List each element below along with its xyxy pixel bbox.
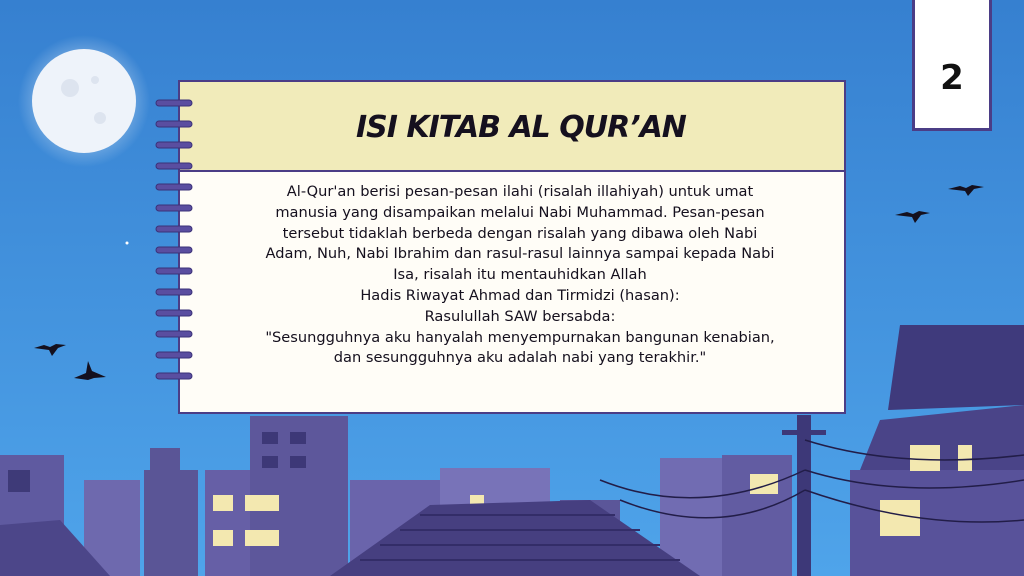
body-line: Adam, Nuh, Nabi Ibrahim dan rasul-rasul lainnya sampai kepada Nabi: [265, 245, 775, 263]
body-line: tersebut tidaklah berbeda dengan risalah yang dibawa oleh Nabi: [282, 224, 758, 242]
body-line: "Sesungguhnya aku hanyalah menyempurnakan bangunan kenabian,: [265, 328, 775, 346]
body-text: [230, 182, 810, 369]
body-line: Al-Qur'an berisi pesan-pesan ilahi (risalah illahiyah) untuk umat: [286, 183, 754, 200]
content-card: [178, 80, 846, 414]
page-number: 2: [940, 58, 964, 98]
moon-icon: [18, 35, 150, 167]
star: [126, 242, 129, 245]
utility-pole: [797, 415, 811, 576]
spiral-binding-icon: [154, 98, 194, 388]
page-number-badge: [912, 0, 992, 131]
body-line: manusia yang disampaikan melalui Nabi Muhammad. Pesan-pesan: [275, 203, 765, 221]
body-line: dan sesungguhnya aku adalah nabi yang terakhir.": [333, 349, 707, 367]
body-line: Rasulullah SAW bersabda:: [424, 307, 616, 325]
body-line: Isa, risalah itu mentauhidkan Allah: [393, 266, 647, 284]
slide-title: ISI KITAB AL QUR’AN: [356, 110, 686, 145]
body-line: Hadis Riwayat Ahmad dan Tirmidzi (hasan):: [360, 286, 680, 304]
card-header: [180, 82, 844, 172]
